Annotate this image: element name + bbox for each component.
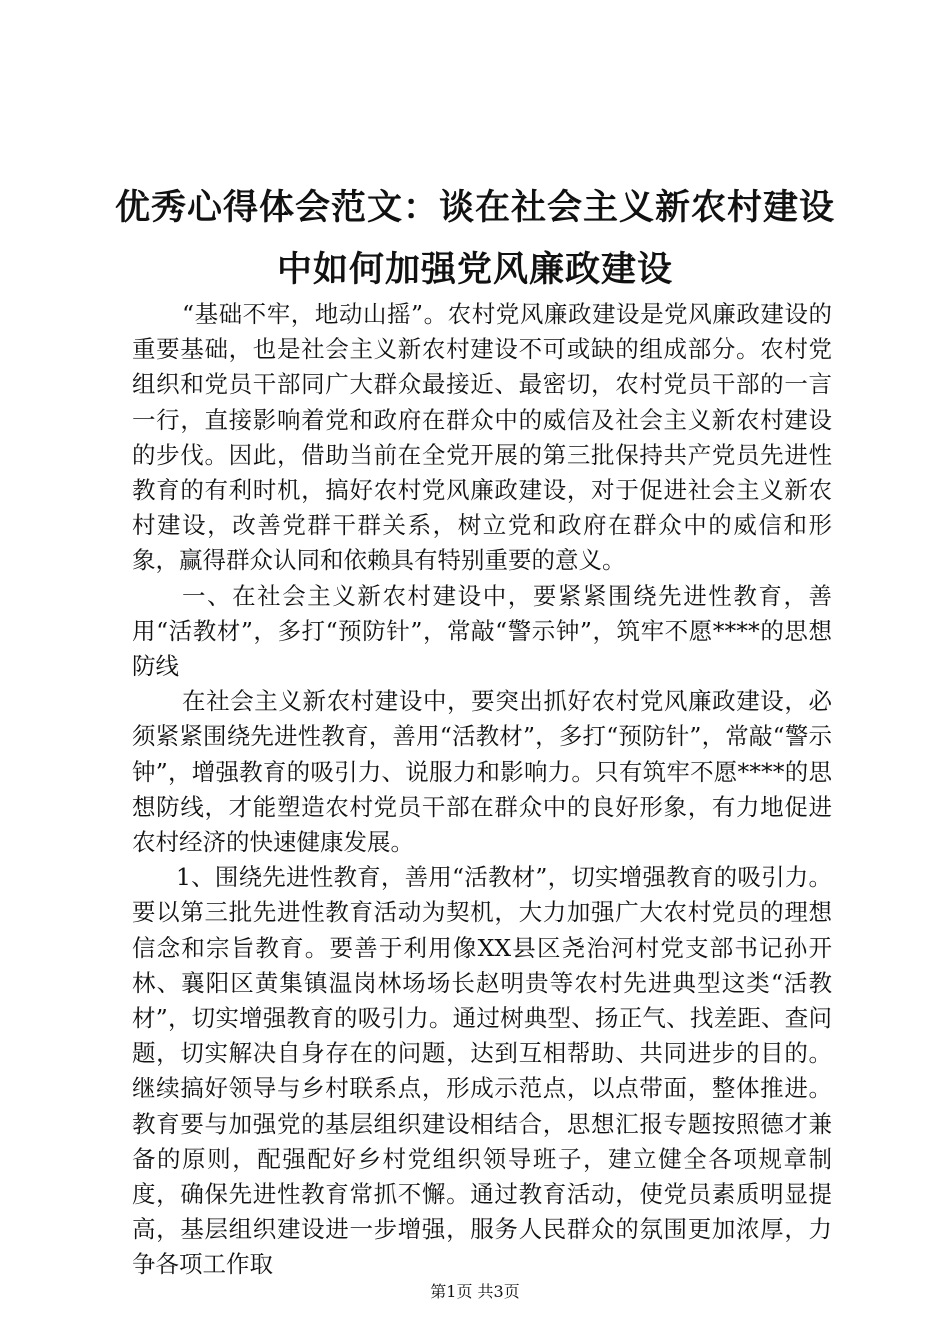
paragraph-section-heading: 一、在社会主义新农村建设中，要紧紧围绕先进性教育，善用“活教材”，多打“预防针”，常敲“警示钟”，筑牢不愿****的思想防线: [132, 581, 832, 681]
document-body: [132, 297, 832, 1283]
document-title-line-1: 优秀心得体会范文：谈在社会主义新农村建设: [114, 187, 835, 228]
paragraph-point-1: 1、围绕先进性教育，善用“活教材”，切实增强教育的吸引力。要以第三批先进性教育活动为契机，大力加强广大农村党员的理想信念和宗旨教育。要善于利用像XX县区尧治河村党支部书记孙开林、襄阳区黄集镇温岗林场场长赵明贵等农村先进典型这类“活教材”，切实增强教育的吸引力。通过树典型、扬正气、找差距、查问题，切实解决自身存在的问题，达到互相帮助、共同进步的目的。继续搞好领导与乡村联系点，形成示范点，以点带面，整体推进。教育要与加强党的基层组织建设相结合，思想汇报专题按照德才兼备的原则，配强配好乡村党组织领导班子，建立健全各项规章制度，确保先进性教育常抓不懈。通过教育活动，使党员素质明显提高，基层组织建设进一步增强，服务人民群众的氛围更加浓厚，力争各项工作取: [132, 863, 832, 1279]
paragraph-intro: “基础不牢，地动山摇”。农村党风廉政建设是党风廉政建设的重要基础，也是社会主义新农村建设不可或缺的组成部分。农村党组织和党员干部同广大群众最接近、最密切，农村党员干部的一言一行，直接影响着党和政府在群众中的威信及社会主义新农村建设的步伐。因此，借助当前在全党开展的第三批保持共产党员先进性教育的有利时机，搞好农村党风廉政建设，对于促进社会主义新农村建设，改善党群干群关系，树立党和政府在群众中的威信和形象，赢得群众认同和依赖具有特别重要的意义。: [132, 300, 832, 575]
document-title-line-2: 中如何加强党风廉政建设: [276, 249, 673, 290]
paragraph-section-body: 在社会主义新农村建设中，要突出抓好农村党风廉政建设，必须紧紧围绕先进性教育，善用“活教材”，多打“预防针”，常敲“警示钟”，增强教育的吸引力、说服力和影响力。只有筑牢不愿****的思想防线，才能塑造农村党员干部在群众中的良好形象，有力地促进农村经济的快速健康发展。: [132, 687, 832, 857]
page-number-footer: 第1页 共3页: [430, 1282, 520, 1301]
